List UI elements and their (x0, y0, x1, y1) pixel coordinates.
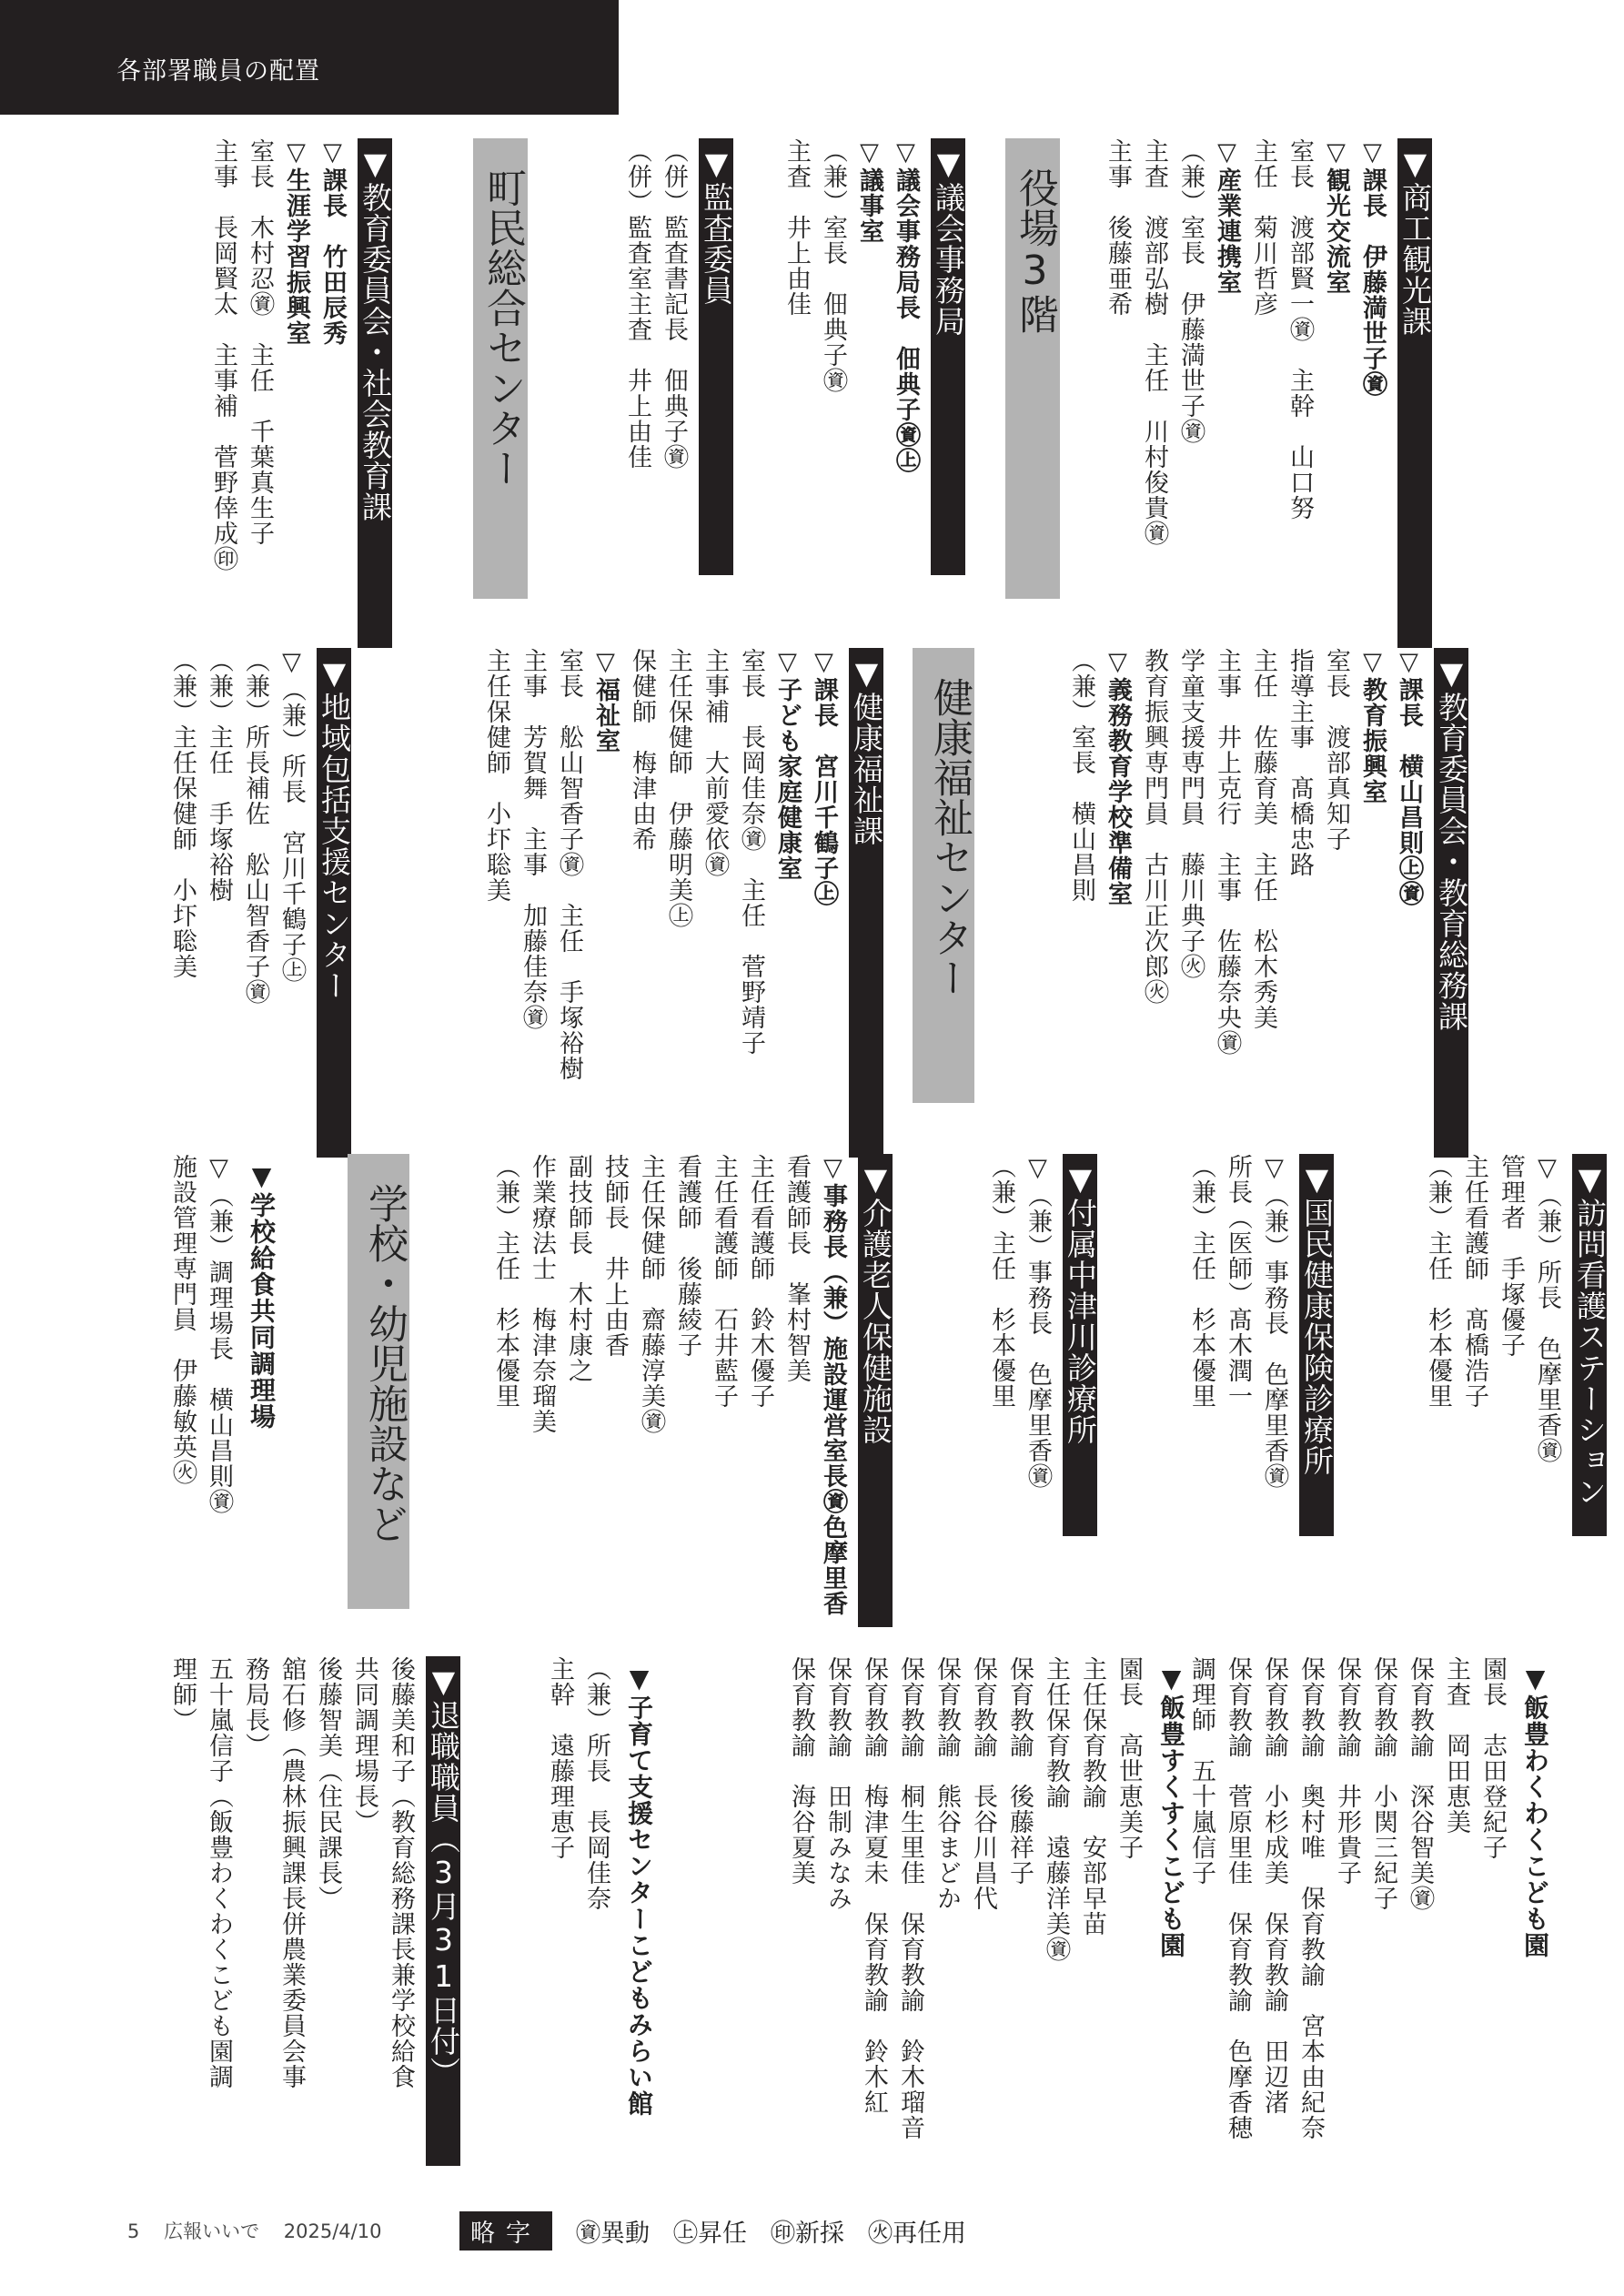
line: 主任保育教諭 安部早苗 (1078, 1656, 1106, 1937)
section-kokuho (1183, 1154, 1334, 1536)
line: 後藤美和子（教育総務課長兼学校給食 (387, 1656, 415, 2089)
line: 主事 後藤亜希 (1104, 138, 1132, 317)
gray-box-gakko (348, 1154, 409, 1609)
line: 主任保健師 伊藤明美㊤ (664, 648, 692, 928)
line: 主任保健師 齋藤淳美㊮ (637, 1154, 665, 1434)
line: ▽課長 竹田辰秀 (318, 138, 347, 346)
section-title: ▼付属中津川診療所 (1063, 1154, 1097, 1536)
line: 保育教諭 小杉成美 保育教諭 田辺渚 (1260, 1656, 1288, 2115)
section-nakatsugawa (983, 1154, 1097, 1536)
section-title: ▼地域包括支援センター (317, 648, 351, 1158)
legend-item: ㊋再任用 (868, 2220, 966, 2248)
line: ▽事務長（兼）施設運営室長㊮色摩里香 (819, 1154, 847, 1616)
publication-date: 2025/4/10 (283, 2220, 382, 2242)
line: 主査 井上由佳 (782, 138, 811, 317)
line: 保育教諭 梅津夏未 保育教諭 鈴木紅 (860, 1656, 888, 2115)
line: 園長 志田登紀子 (1478, 1656, 1507, 1860)
line: 主事補 大前愛依㊮ (701, 648, 729, 877)
line: （兼）主任 手塚裕樹 (205, 648, 233, 903)
line: （兼）室長 伊藤満世子㊮ (1176, 138, 1205, 444)
line: 主任保健師 小圷聡美 (482, 648, 510, 903)
line: ▽課長 伊藤満世子㊮ (1358, 138, 1387, 397)
line: ▽議会事務局長 佃典子㊮㊤ (892, 138, 920, 473)
publication-name: 広報いいで (164, 2220, 260, 2242)
line: ▽産業連携室 (1213, 138, 1241, 295)
line: （兼）主任 杉本優里 (1424, 1154, 1452, 1409)
line: 管理者 手塚優子 (1497, 1154, 1525, 1358)
section-title: ▼教育委員会・教育総務課 (1434, 648, 1468, 1158)
line: 室長 長岡佳奈㊮ 主任 菅野靖子 (737, 648, 765, 1056)
page-footer (127, 2217, 381, 2244)
line: ▽子ども家庭健康室 (773, 648, 802, 881)
abbreviation-legend (459, 2211, 966, 2250)
line: 理師） (168, 1656, 197, 1733)
line: （兼）主任 杉本優里 (987, 1154, 1015, 1409)
line: 務局長） (241, 1656, 269, 1758)
section-title: ▼飯豊すくすくこども園 (1156, 1664, 1186, 1958)
section-wakuwaku (1183, 1656, 1552, 2166)
line: 主任看護師 石井藍子 (710, 1154, 738, 1409)
line: ▽観光交流室 (1322, 138, 1350, 295)
line: 保育教諭 田制みなみ (823, 1656, 852, 1911)
section-title: ▼子育て支援センターこどもみらい館 (624, 1664, 654, 2117)
line: 保育教諭 菅原里佳 保育教諭 色摩香穂 (1224, 1656, 1252, 2140)
line: 教育振興専門員 古川正次郎㊋ (1140, 648, 1168, 1005)
section-kosodate (541, 1656, 656, 2166)
line: 保育教諭 深谷智美㊮ (1406, 1656, 1434, 1911)
section-taishoku (164, 1656, 460, 2166)
line: 主査 渡部弘樹 主任 川村俊貴㊮ (1140, 138, 1168, 546)
line: （兼）所長補佐 舩山智香子㊮ (241, 648, 269, 1005)
line: （兼）室長 横山昌則 (1067, 648, 1095, 903)
gray-box-yakuba3 (1005, 138, 1060, 599)
line: 保育教諭 後藤祥子 (1005, 1656, 1034, 1886)
section-kaigo-rojin (487, 1154, 893, 1627)
line: 室長 渡部賢一㊮ 主幹 山口努 (1286, 138, 1314, 521)
line: （兼）主任 杉本優里 (491, 1154, 519, 1409)
line: （兼）主任保健師 小圷聡美 (168, 648, 197, 979)
line: 主任看護師 鈴木優子 (746, 1154, 774, 1409)
gray-box-label: 学校・幼児施設など (361, 1183, 408, 1543)
line: ▽（兼）所長 宮川千鶴子㊤ (277, 648, 306, 983)
section-title: ▼健康福祉課 (849, 648, 883, 1158)
line: 室長 木村忍㊮ 主任 千葉真生子 (246, 138, 274, 546)
line: 主査 岡田恵美 (1442, 1656, 1470, 1835)
line: （兼）室長 佃典子㊮ (819, 138, 847, 393)
section-title: ▼議会事務局 (931, 138, 965, 575)
line: （併）監査室主査 井上由佳 (623, 138, 651, 470)
line: （兼）主任 杉本優里 (1187, 1154, 1215, 1409)
line: ▽（兼）調理場長 横山昌則㊮ (205, 1154, 233, 1514)
section-title: ▼介護老人保健施設 (858, 1154, 893, 1627)
line: 保育教諭 小関三紀子 (1369, 1656, 1397, 1911)
line: 保育教諭 桐生里佳 保育教諭 鈴木瑠音 (896, 1656, 924, 2140)
line: 主任看護師 髙橋浩子 (1460, 1154, 1488, 1409)
section-shoko-kanko (1099, 138, 1432, 648)
line: 保育教諭 長谷川昌代 (969, 1656, 997, 1911)
line: 舘石修（農林振興課長併農業委員会事 (277, 1656, 306, 2089)
line: 看護師 後藤綾子 (673, 1154, 701, 1358)
line: ▽（兼）事務長 色摩里香㊮ (1260, 1154, 1288, 1489)
line: 保育教諭 井形貴子 (1333, 1656, 1361, 1886)
line: ▽（兼）所長 色摩里香㊮ (1533, 1154, 1561, 1463)
line: 看護師長 峯村智美 (782, 1154, 811, 1383)
page-header (0, 0, 619, 115)
section-kansa (619, 138, 733, 575)
line: 所長（医師）髙木潤一 (1224, 1154, 1252, 1409)
line: 施設管理専門員 伊藤敏英㊋ (168, 1154, 197, 1485)
line: 園長 高世恵美子 (1115, 1656, 1143, 1860)
line: 副技師長 木村康之 (564, 1154, 592, 1383)
line: ▽課長 宮川千鶴子㊤ (810, 648, 838, 906)
line: 主事 芳賀舞 主事 加藤佳奈㊮ (519, 648, 547, 1030)
line: 技師長 井上由香 (600, 1154, 629, 1358)
line: 室長 舩山智香子㊮ 主任 手塚裕樹 (555, 648, 583, 1081)
section-kenko-fukushi (478, 648, 883, 1158)
section-houmon-kango (1419, 1154, 1607, 1536)
line: 指導主事 髙橋忠路 (1286, 648, 1314, 877)
line: ▽生涯学習振興室 (282, 138, 310, 346)
legend-item: ㊤昇任 (673, 2220, 747, 2248)
section-kyoiku-somu (1063, 648, 1468, 1158)
section-title: ▼監査委員 (699, 138, 733, 575)
section-title: ▼商工観光課 (1397, 138, 1432, 648)
line: ▽（兼）事務長 色摩里香㊮ (1024, 1154, 1052, 1489)
section-kyushoku (164, 1154, 278, 1627)
line: 作業療法士 梅津奈瑠美 (528, 1154, 556, 1434)
line: ▽課長 横山昌則㊤㊮ (1395, 648, 1423, 906)
line: ▽福祉室 (591, 648, 620, 754)
page-number: 5 (127, 2220, 140, 2242)
line: 主任保育教諭 遠藤洋美㊮ (1042, 1656, 1070, 1962)
gray-box-kenko-center (913, 648, 974, 1103)
line: 保育教諭 熊谷まどか (933, 1656, 961, 1911)
line: （併）監査書記長 佃典子㊮ (660, 138, 688, 470)
line: 保育教諭 奥村唯 保育教諭 宮本由紀奈 (1296, 1656, 1325, 2140)
page-header-title: 各部署職員の配置 (116, 57, 320, 86)
line: ▽教育振興室 (1358, 648, 1387, 804)
legend-item: ㊮異動 (576, 2220, 650, 2248)
legend-label: 略字 (459, 2211, 552, 2250)
section-title: ▼飯豊わくわくこども園 (1520, 1664, 1550, 1958)
section-chiiki-houkatsu (164, 648, 351, 1158)
line: 保健師 梅津由希 (628, 648, 656, 852)
line: 共同調理場長） (350, 1656, 378, 1835)
line: 主任 佐藤育美 主任 松木秀美 (1249, 648, 1277, 1030)
line: 学童支援専門員 藤川典子㊋ (1176, 648, 1205, 979)
gray-box-label: 町民総合センター (479, 167, 526, 488)
line: （兼）所長 長岡佳奈 (582, 1656, 610, 1911)
line: 保育教諭 海谷夏美 (787, 1656, 815, 1886)
line: 室長 渡部真知子 (1322, 648, 1350, 852)
section-title: ▼訪問看護ステーション (1572, 1154, 1607, 1536)
line: 調理師 五十嵐信子 (1187, 1656, 1215, 1886)
section-kyoiku-shakai (205, 138, 392, 648)
section-title: ▼教育委員会・社会教育課 (358, 138, 392, 648)
gray-box-label: 健康福祉センター (926, 677, 973, 997)
section-title: ▼学校給食共同調理場 (247, 1161, 277, 1430)
line: 主任 菊川哲彦 (1249, 138, 1277, 317)
line: 主幹 遠藤理恵子 (546, 1656, 574, 1860)
line: ▽義務教育学校準備室 (1104, 648, 1132, 906)
gray-box-label: 役場3階 (1012, 167, 1058, 334)
line: ▽議事室 (855, 138, 883, 244)
section-gikai (778, 138, 965, 575)
section-title: ▼退職職員（3月31日付） (426, 1656, 460, 2166)
line: 主事 井上克行 主事 佐藤奈央㊮ (1213, 648, 1241, 1056)
legend-item: ㊞新採 (771, 2220, 844, 2248)
line: 後藤智美（住民課長） (314, 1656, 342, 1911)
section-title: ▼国民健康保険診療所 (1299, 1154, 1334, 1536)
gray-box-chomin (473, 138, 528, 599)
section-sukusuku (782, 1656, 1188, 2166)
line: 五十嵐信子（飯豊わくわくこども園調 (205, 1656, 233, 2089)
line: 主事 長岡賢太 主事補 菅野倖成㊞ (209, 138, 237, 571)
